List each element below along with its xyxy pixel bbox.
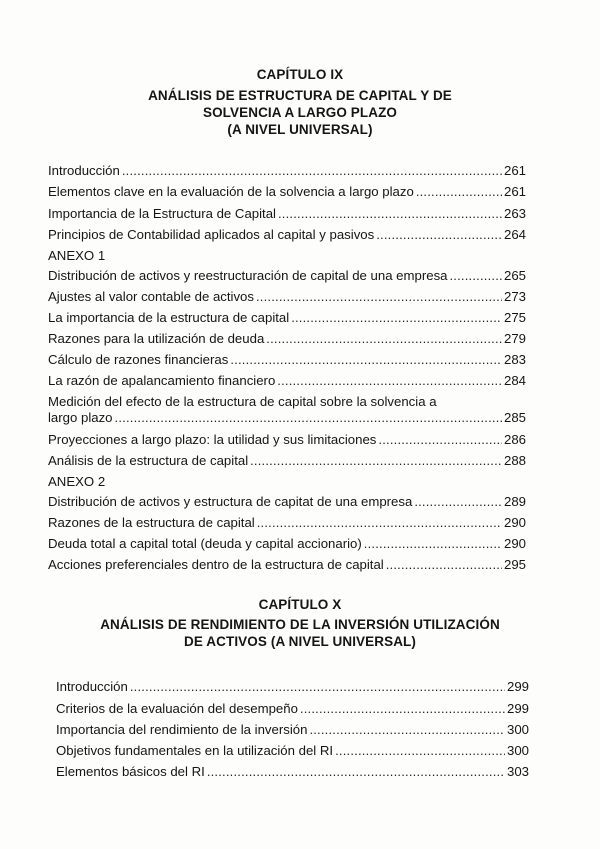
toc-entry-page: 299 bbox=[506, 679, 529, 694]
toc-entry-title: Cálculo de razones financieras bbox=[48, 352, 229, 367]
toc-entry-title: Importancia del rendimiento de la inversión bbox=[56, 722, 308, 737]
toc-leader-dots bbox=[300, 701, 505, 717]
chapter-10-title-line: ANÁLISIS DE RENDIMIENTO DE LA INVERSIÓN UTILIZACIÓN bbox=[100, 617, 500, 632]
toc-entry-title: Elementos clave en la evaluación de la solvencia a largo plazo bbox=[48, 184, 414, 199]
toc-entry-page: 283 bbox=[503, 352, 526, 367]
toc-entry-title: Elementos básicos del RI bbox=[56, 764, 205, 779]
toc-entry[interactable] bbox=[56, 675, 529, 695]
toc-entry-title: La importancia de la estructura de capital bbox=[48, 310, 290, 325]
chapter-9-heading: CAPÍTULO IX bbox=[256, 67, 344, 82]
toc-entry-title: Acciones preferenciales dentro de la estructura de capital bbox=[48, 557, 384, 572]
toc-entry-title: Criterios de la evaluación del desempeño bbox=[56, 701, 298, 716]
toc-entry-title: Introducción bbox=[48, 163, 120, 178]
toc-entry-page: 289 bbox=[503, 494, 526, 509]
toc-entry-title: Introducción bbox=[56, 679, 128, 694]
toc-entry-page: 286 bbox=[503, 432, 526, 447]
toc-leader-dots bbox=[335, 743, 505, 759]
toc-entry-page: 273 bbox=[503, 289, 526, 304]
chapter-10-heading: CAPÍTULO X bbox=[258, 597, 342, 612]
chapter-9-title-line: SOLVENCIA A LARGO PLAZO bbox=[202, 105, 398, 120]
toc-entry-page: 299 bbox=[506, 701, 529, 716]
toc-entry-page: 295 bbox=[503, 557, 526, 572]
toc-entry-page: 288 bbox=[503, 453, 526, 468]
toc-entry-page: 290 bbox=[503, 515, 526, 530]
annex-1-label: ANEXO 1 bbox=[48, 248, 106, 263]
toc-leader-dots bbox=[309, 722, 505, 738]
toc-entry-page: 275 bbox=[503, 310, 526, 325]
toc-entry[interactable] bbox=[56, 718, 529, 738]
toc-entry-title: Distribución de activos y reestructuración de capital de una empresa bbox=[48, 268, 448, 283]
toc-entry-page: 279 bbox=[503, 331, 526, 346]
chapter-9-title-line: ANÁLISIS DE ESTRUCTURA DE CAPITAL Y DE bbox=[148, 88, 452, 103]
toc-entry-title: Principios de Contabilidad aplicados al capital y pasivos bbox=[48, 227, 375, 242]
toc-entry-title: Proyecciones a largo plazo: la utilidad y sus limitaciones bbox=[48, 432, 377, 447]
annex-2-label: ANEXO 2 bbox=[48, 474, 106, 489]
toc-entry-page: 290 bbox=[503, 536, 526, 551]
toc-entry[interactable] bbox=[56, 697, 529, 717]
toc-entry-page: 265 bbox=[503, 268, 526, 283]
toc-entry-page: 284 bbox=[503, 373, 526, 388]
chapter-9-title-line: (A NIVEL UNIVERSAL) bbox=[227, 122, 373, 137]
toc-entry-page: 303 bbox=[506, 764, 529, 779]
toc-entry[interactable] bbox=[56, 739, 529, 759]
toc-entry-title: Importancia de la Estructura de Capital bbox=[48, 206, 276, 221]
toc-entry-title: largo plazo bbox=[48, 410, 113, 425]
toc-entry-page: 285 bbox=[503, 410, 526, 425]
toc-entry-title: Ajustes al valor contable de activos bbox=[48, 289, 254, 304]
toc-entry-title: La razón de apalancamiento financiero bbox=[48, 373, 276, 388]
toc-entry-page: 261 bbox=[503, 184, 526, 199]
toc-entry-title: Análisis de la estructura de capital bbox=[48, 453, 249, 468]
toc-entry-title-line1[interactable]: Medición del efecto de la estructura de capital sobre la solvencia a bbox=[48, 394, 437, 409]
toc-entry-page: 300 bbox=[506, 722, 529, 737]
toc-entry-title: Objetivos fundamentales en la utilización del RI bbox=[56, 743, 334, 758]
toc-leader-dots bbox=[207, 764, 505, 780]
toc-entry[interactable] bbox=[56, 760, 529, 780]
toc-entry-page: 261 bbox=[503, 163, 526, 178]
toc-entry-page: 264 bbox=[503, 227, 526, 242]
toc-entry-title: Razones para la utilización de deuda bbox=[48, 331, 265, 346]
toc-entry-title: Deuda total a capital total (deuda y capital accionario) bbox=[48, 536, 362, 551]
toc-entry-title: Distribución de activos y estructura de capitat de una empresa bbox=[48, 494, 413, 509]
toc-leader-dots bbox=[130, 679, 505, 695]
toc-entry-page: 300 bbox=[506, 743, 529, 758]
toc-entry-page: 263 bbox=[503, 206, 526, 221]
toc-entry-title: Razones de la estructura de capital bbox=[48, 515, 255, 530]
chapter-10-title-line: DE ACTIVOS (A NIVEL UNIVERSAL) bbox=[183, 634, 417, 649]
